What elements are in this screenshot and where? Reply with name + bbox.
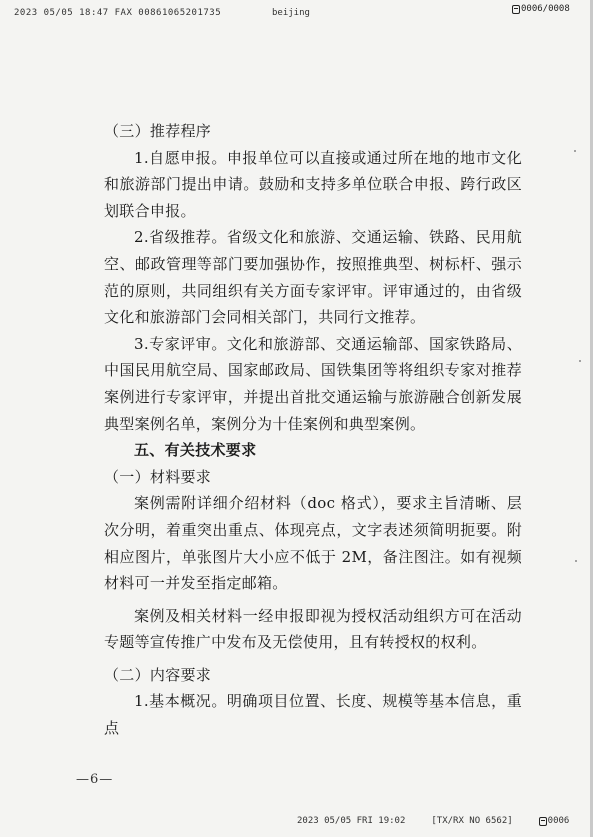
fax-footer-txrx: [TX/RX NO 6562] bbox=[431, 816, 513, 826]
scan-speck bbox=[575, 560, 577, 562]
fax-footer-timestamp: 2023 05/05 FRI 19:02 bbox=[297, 816, 406, 826]
fax-page-icon bbox=[539, 817, 547, 826]
fax-header-city: beijing bbox=[272, 8, 310, 18]
paragraph-provincial-recommendation: 2.省级推荐。省级文化和旅游、交通运输、铁路、民用航空、邮政管理等部门要加强协作，按照推典型、树标杆、强示范的原则，共同组织有关方面专家评审。评审通过的，由省级文化和旅游部门会同相关部门，共同行文推荐。 bbox=[104, 228, 522, 327]
fax-footer bbox=[297, 816, 569, 826]
scan-speck bbox=[574, 150, 576, 152]
paragraph-material-details: 案例需附详细介绍材料（doc 格式），要求主旨清晰、层次分明，着重突出重点、体现亮点，文字表述须简明扼要。附相应图片，单张图片大小应不低于 2M，备注图注。如有视频材料可一并发至指定邮箱。 bbox=[104, 494, 522, 593]
fax-header-page-number: 0006/0008 bbox=[521, 4, 570, 14]
page-number: —6— bbox=[76, 772, 114, 787]
fax-page-icon bbox=[512, 5, 520, 14]
fax-header-page bbox=[512, 4, 570, 14]
document-body bbox=[104, 118, 522, 742]
fax-footer-page bbox=[539, 816, 570, 826]
scan-speck bbox=[579, 360, 581, 362]
section-technical-requirements: 五、有关技术要求 bbox=[134, 441, 257, 460]
fax-header-timestamp: 2023 05/05 18:47 FAX 00861065201735 bbox=[14, 8, 222, 18]
heading-recommend-procedure: （三）推荐程序 bbox=[104, 122, 212, 140]
paragraph-expert-review: 3.专家评审。文化和旅游部、交通运输部、国家铁路局、中国民用航空局、国家邮政局、国铁集团等将组织专家对推荐案例进行专家评审，并提出首批交通运输与旅游融合创新发展典型案例名单，案例分为十佳案例和典型案例。 bbox=[104, 334, 522, 433]
paragraph-authorization: 案例及相关材料一经申报即视为授权活动组织方可在活动专题等宣传推广中发布及无偿使用，且有转授权的权利。 bbox=[104, 606, 522, 652]
paragraph-voluntary-application: 1.自愿申报。申报单位可以直接或通过所在地的地市文化和旅游部门提出申请。鼓励和支持多单位联合申报、跨行政区划联合申报。 bbox=[104, 148, 522, 220]
heading-content-requirements: （二）内容要求 bbox=[104, 665, 212, 684]
paragraph-basic-overview: 1.基本概况。明确项目位置、长度、规模等基本信息，重点 bbox=[104, 692, 522, 738]
fax-footer-page-number: 0006 bbox=[547, 816, 570, 826]
heading-material-requirements: （一）材料要求 bbox=[104, 467, 212, 486]
